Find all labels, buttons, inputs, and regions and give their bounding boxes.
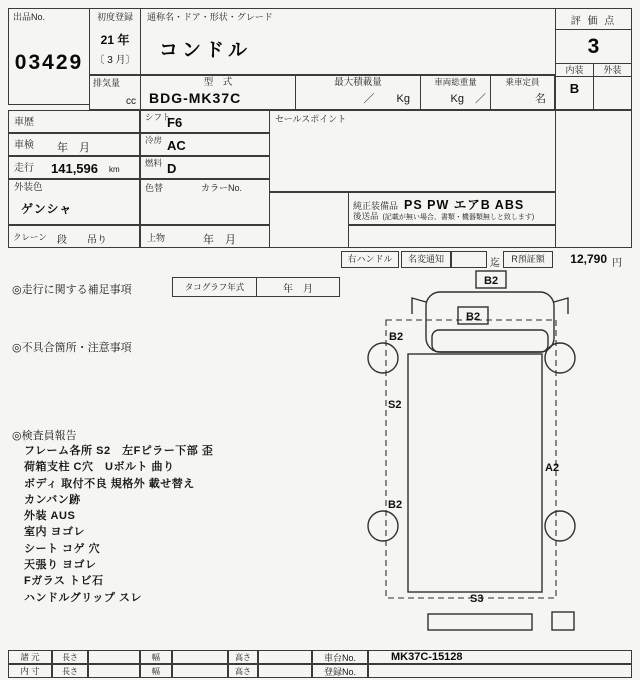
gross-weight-value: Kg ／	[450, 93, 486, 105]
footer-height-value-cell	[258, 650, 312, 664]
mileage-cell	[8, 156, 140, 179]
color-change-cell	[140, 179, 270, 225]
deposit-box	[503, 251, 553, 268]
vehicle-name-label: 通称名・ドア・形状・グレード	[147, 12, 273, 22]
footer-specs-cell	[8, 650, 52, 664]
later-items-note: (記載が無い場合、書類・機器類無しと致します)	[382, 214, 535, 221]
footer-width2-label-cell	[140, 664, 172, 678]
shift-value: F6	[167, 115, 183, 130]
sales-point-label: セールスポイント	[275, 114, 347, 124]
exterior-label: 外装	[603, 64, 622, 75]
footer-inner-label: 内 寸	[20, 666, 40, 676]
inspector-report-line: フレーム各所 S2 左Fピラー下部 歪	[24, 445, 214, 457]
handle-box	[341, 251, 399, 268]
tacho-value: 年 月	[283, 283, 313, 295]
empty-cell-left	[269, 192, 349, 248]
chassis-value-cell	[368, 650, 632, 664]
inspection-cell	[8, 133, 140, 156]
first-registration-month: 〔 3 月〕	[94, 55, 136, 66]
rear-right-wheel	[545, 511, 575, 541]
left-mirror	[412, 298, 426, 314]
capacity-value: 名	[535, 93, 546, 105]
inspector-report-line: 室内 ヨゴレ	[24, 526, 86, 539]
crane-value: 段 吊り	[57, 235, 107, 246]
displacement-unit: cc	[126, 96, 136, 107]
front-left-wheel	[368, 343, 398, 373]
score-value-cell	[555, 29, 632, 64]
exterior-header-cell	[593, 63, 632, 77]
body-type-label: 上物	[147, 233, 166, 243]
chassis-label-cell	[312, 650, 368, 664]
deposit-unit: 円	[612, 258, 622, 269]
footer-length-value-cell	[88, 650, 140, 664]
max-load-value: ／ Kg	[363, 93, 410, 105]
model-code-label: 型 式	[203, 77, 233, 88]
empty-cell-bottom	[348, 225, 556, 248]
inspector-report-line: 外装 AUS	[24, 510, 76, 523]
registration-value-cell	[368, 664, 632, 678]
name-change-box	[401, 251, 451, 268]
inspector-report-line: ハンドルグリップ スレ	[24, 591, 142, 604]
diagram-cab	[426, 292, 554, 352]
handle-label: 右ハンドル	[347, 254, 393, 265]
footer-width-label-cell	[140, 650, 172, 664]
gross-weight-label: 車両総重量	[434, 77, 477, 87]
height-label: 高さ	[235, 666, 251, 676]
diagram-mark-left-lower: B2	[388, 499, 403, 511]
inspection-label: 車検	[14, 140, 34, 151]
footer-height2-label-cell	[228, 664, 258, 678]
name-change-empty-box	[451, 251, 487, 268]
mileage-unit: km	[109, 165, 120, 174]
later-items-label: 後送品	[353, 211, 379, 221]
width-label: 幅	[152, 666, 160, 676]
footer-length-label-cell	[52, 650, 88, 664]
name-change-label: 名変通知	[407, 254, 444, 265]
exhibit-no-cell	[8, 8, 90, 105]
right-mirror	[554, 298, 568, 314]
deposit-label: R預証額	[511, 254, 545, 265]
ac-label: 冷房	[145, 135, 163, 145]
footer-length2-label-cell	[52, 664, 88, 678]
inspector-report-line: Fガラス トビ石	[24, 575, 104, 588]
ac-cell	[140, 133, 270, 156]
equipment-cell	[348, 192, 556, 225]
body-type-cell	[140, 225, 270, 248]
diagram-mark-left-mid: S2	[388, 399, 402, 411]
exhibit-no-label: 出品No.	[13, 12, 46, 22]
diagram-mark-bottom: S3	[470, 593, 484, 605]
until-label: 迄	[490, 258, 500, 269]
interior-header-cell	[555, 63, 594, 77]
history-cell	[8, 110, 140, 133]
fuel-value: D	[167, 161, 177, 176]
displacement-label: 排気量	[93, 78, 121, 88]
footer-specs-label: 諸 元	[20, 652, 40, 662]
interior-value: B	[569, 81, 580, 96]
diagram-mark-right: A2	[545, 462, 560, 474]
diagram-cab-mark: B2	[466, 311, 481, 323]
fuel-label: 燃料	[145, 158, 163, 168]
footer-width-value-cell	[172, 650, 228, 664]
later-items-row	[353, 212, 534, 222]
color-no-label: カラーNo.	[201, 183, 243, 193]
tacho-box	[172, 277, 340, 297]
vehicle-name-cell	[140, 8, 556, 75]
score-label-cell	[555, 8, 632, 30]
front-right-wheel	[545, 343, 575, 373]
gross-weight-cell	[420, 75, 491, 110]
footer-width2-value-cell	[172, 664, 228, 678]
max-load-cell	[295, 75, 421, 110]
inspection-value: 年 月	[57, 142, 90, 154]
length-label: 長さ	[62, 666, 78, 676]
mileage-note-heading: ◎走行に関する補足事項	[12, 284, 132, 296]
color-change-label: 色替	[145, 183, 164, 193]
tacho-label-cell	[173, 278, 257, 296]
exhibit-no-value: 03429	[14, 51, 84, 74]
footer-height-label-cell	[228, 650, 258, 664]
diagram-rear-bumper	[428, 614, 532, 630]
displacement-cell	[89, 75, 141, 110]
inspector-report-list	[24, 443, 354, 606]
model-code-value: BDG-MK37C	[149, 90, 242, 106]
body-type-value: 年 月	[203, 234, 236, 246]
shift-cell	[140, 110, 270, 133]
diagram-rear-right-box	[552, 612, 574, 630]
width-label: 幅	[152, 652, 160, 662]
truck-diagram	[358, 268, 632, 642]
footer-inner-cell	[8, 664, 52, 678]
score-value: 3	[587, 34, 600, 58]
exterior-color-cell	[8, 179, 140, 225]
length-label: 長さ	[62, 652, 78, 662]
tacho-label: タコグラフ年式	[184, 282, 245, 292]
chassis-value: MK37C-15128	[391, 651, 463, 663]
history-label: 車歴	[14, 117, 34, 128]
exterior-color-label: 外装色	[14, 182, 43, 193]
interior-value-cell	[555, 76, 594, 110]
fuel-cell	[140, 156, 270, 179]
crane-cell	[8, 225, 140, 248]
vehicle-name-value: コンドル	[159, 40, 252, 61]
interior-label: 内装	[565, 64, 584, 75]
height-label: 高さ	[235, 652, 251, 662]
score-label: 評 価 点	[570, 15, 617, 27]
chassis-label: 車台No.	[323, 652, 356, 663]
footer-height2-value-cell	[258, 664, 312, 678]
inspector-report-line: 天張り ヨゴレ	[24, 559, 97, 572]
diagram-windshield	[432, 330, 548, 352]
inspector-heading: ◎検査員報告	[12, 430, 77, 442]
diagram-body-outline	[386, 320, 556, 598]
registration-label: 登録No.	[323, 666, 356, 677]
inspector-report-line: カンバン跡	[24, 493, 81, 506]
equipment-label: 純正装備品	[353, 201, 399, 211]
inspector-report-line: シート コゲ 穴	[24, 542, 101, 555]
footer-length2-value-cell	[88, 664, 140, 678]
inspector-report-line: ボディ 取付不良 規格外 載せ替え	[24, 477, 195, 490]
empty-cell-right	[555, 110, 632, 248]
capacity-label: 乗車定員	[505, 77, 540, 87]
crane-label: クレーン	[13, 232, 47, 242]
first-registration-cell	[89, 8, 141, 75]
sales-point-cell	[269, 110, 556, 192]
registration-label-cell	[312, 664, 368, 678]
mileage-label: 走行	[14, 163, 34, 174]
deposit-value: 12,790	[570, 252, 607, 266]
ac-value: AC	[167, 138, 186, 153]
first-registration-year: 21 年	[100, 33, 130, 47]
shift-label: シフト	[145, 112, 171, 122]
exterior-color-value: ゲンシャ	[21, 202, 73, 216]
inspector-report-line: 荷箱支柱 C穴 Uボルト 曲り	[24, 461, 175, 474]
max-load-label: 最大積載量	[334, 77, 382, 88]
defects-heading: ◎不具合箇所・注意事項	[12, 342, 132, 354]
first-registration-label: 初度登録	[96, 12, 133, 22]
diagram-cargo-bed	[408, 354, 542, 592]
capacity-cell	[490, 75, 555, 110]
exterior-value-cell	[593, 76, 632, 110]
model-code-cell	[140, 75, 296, 110]
tacho-value-cell	[257, 278, 339, 296]
diagram-mark-left-upper: B2	[389, 331, 404, 343]
mileage-value: 141,596	[51, 161, 98, 176]
rear-left-wheel	[368, 511, 398, 541]
diagram-top-mark: B2	[484, 275, 499, 287]
equipment-value: PS PW エアB ABS	[404, 198, 525, 212]
